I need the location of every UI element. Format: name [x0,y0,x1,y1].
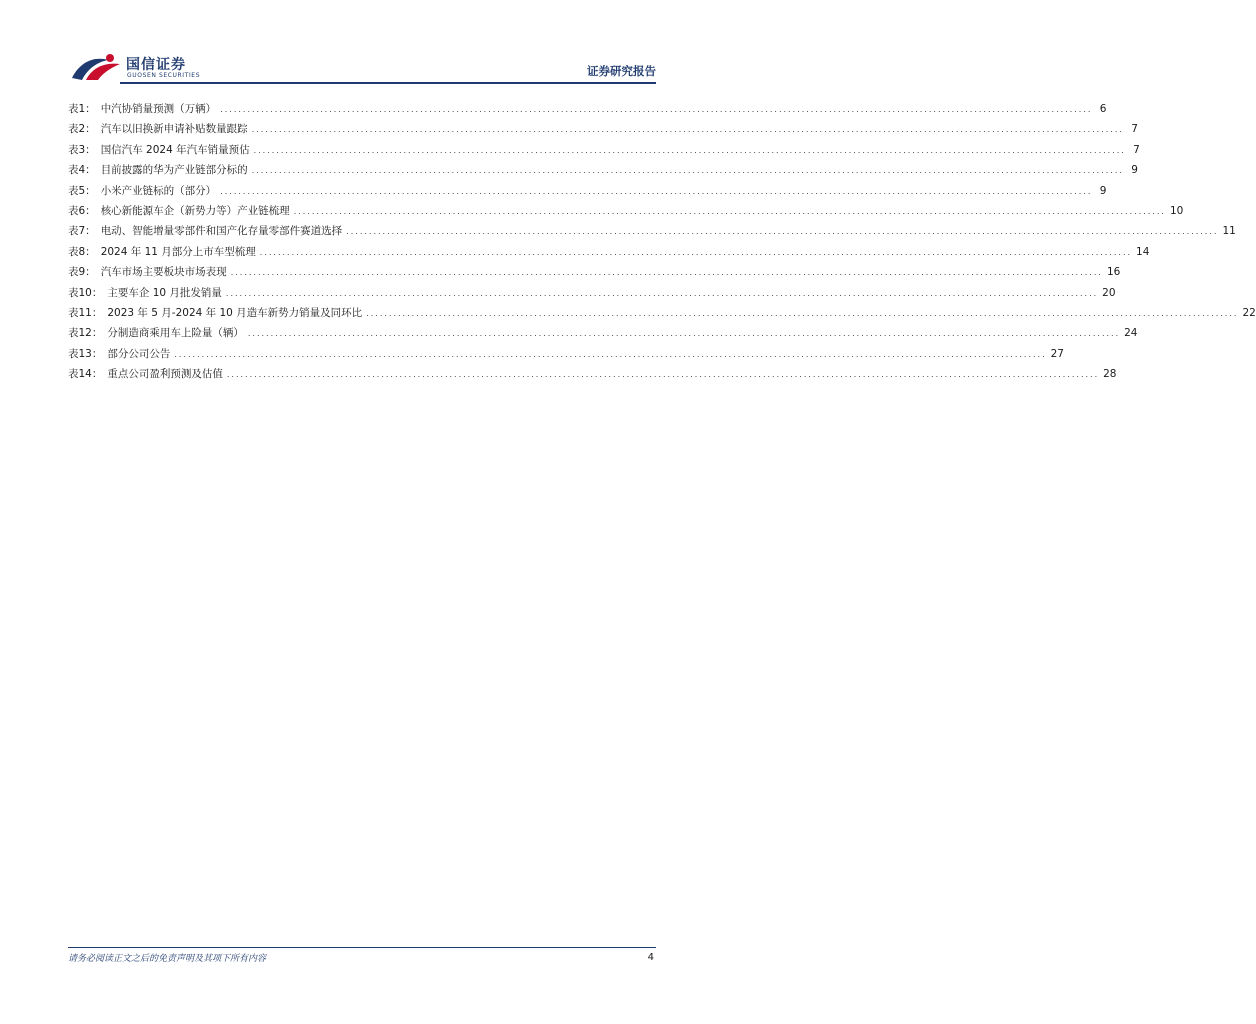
toc-entry-label: 表4： [68,164,96,177]
toc-entry[interactable] [68,244,1150,264]
toc-entry-page: 14 [1136,245,1150,258]
toc-entry-title: 汽车以旧换新申请补贴数量跟踪 [100,123,248,136]
toc-entry-page: 9 [1131,164,1138,177]
toc-entry-page: 24 [1124,327,1138,340]
toc-entry-label: 表14： [68,368,103,381]
guosen-logo-mark-icon [70,52,122,82]
toc-entry-page: 20 [1102,286,1116,299]
toc-entry-label: 表6： [68,204,96,217]
toc-entry-title: 重点公司盈利预测及估值 [107,368,223,381]
toc-entry[interactable] [68,203,1184,223]
toc-leader-dots: ................................................................................................................................................................................................ [251,166,1124,176]
toc-entry-label: 表11： [68,306,103,319]
toc-entry-title: 国信汽车 2024 年汽车销量预估 [100,143,250,156]
logo-text-en: GUOSEN SECURITIES [127,72,201,79]
toc-entry[interactable] [68,121,1138,141]
logo-text-cn: 国信证券 [126,57,186,73]
toc-entry[interactable] [68,101,1107,121]
toc-leader-dots: ................................................................................................................................................................................................ [225,288,1099,298]
disclaimer-note: 请务必阅读正文之后的免责声明及其项下所有内容 [68,954,267,964]
toc-entry-page: 7 [1133,143,1140,156]
toc-entry-title: 中汽协销量预测（万辆） [100,103,217,115]
toc-entry[interactable] [68,142,1140,162]
toc-entry[interactable] [68,346,1064,366]
toc-leader-dots: ................................................................................................................................................................................................ [220,105,1093,114]
toc-entry-title: 目前披露的华为产业链部分标的 [100,164,248,177]
toc-entry-label: 表2： [68,123,96,136]
toc-entry-title: 小米产业链标的（部分） [100,184,217,197]
toc-entry-page: 27 [1050,347,1064,360]
toc-entry[interactable] [68,223,1236,243]
toc-leader-dots: ................................................................................................................................................................................................ [293,206,1166,216]
page-header [0,0,724,90]
toc-leader-dots: ................................................................................................................................................................................................ [251,125,1124,135]
toc-leader-dots: ................................................................................................................................................................................................ [253,145,1126,155]
toc-entry-label: 表13： [68,347,103,360]
toc-entry-page: 7 [1131,123,1138,136]
toc-entry-title: 分制造商乘用车上险量（辆） [107,327,244,340]
toc-entry-page: 28 [1103,368,1117,381]
toc-entry-page: 6 [1099,103,1107,115]
toc-entry[interactable] [68,366,1117,386]
toc-leader-dots: ................................................................................................................................................................................................ [247,329,1121,339]
toc-entry-label: 表8： [68,245,96,258]
toc-entry-title: 2023 年 5 月-2024 年 10 月造车新势力销量及同环比 [107,306,363,319]
toc-entry-label: 表5： [68,184,96,197]
toc-entry[interactable] [68,285,1116,305]
page-number: 4 [647,952,654,963]
toc-entry-page: 10 [1169,204,1184,217]
toc-entry-label: 表7： [68,225,96,238]
toc-entry-label: 表1： [68,103,96,115]
toc-leader-dots: ................................................................................................................................................................................................ [174,349,1047,359]
toc-leader-dots: ................................................................................................................................................................................................ [366,308,1239,318]
toc-entry-title: 电动、智能增量零部件和国产化存量零部件赛道选择 [100,225,343,238]
toc-entry[interactable] [68,325,1138,345]
toc-entry-page: 16 [1106,266,1121,279]
toc-entry-label: 表12： [68,327,103,340]
toc-entry-title: 2024 年 11 月部分上市车型梳理 [100,245,256,258]
toc-entry-page: 9 [1099,184,1107,197]
toc-entry[interactable] [68,264,1121,284]
toc-entry-title: 部分公司公告 [107,347,171,360]
toc-leader-dots: ................................................................................................................................................................................................ [226,370,1100,380]
toc-entry-title: 主要车企 10 月批发销量 [107,286,222,299]
report-type-label: 证券研究报告 [587,64,656,78]
toc-entry-page: 22 [1242,306,1256,319]
header-divider [120,82,656,84]
table-of-tables [68,101,1256,386]
toc-leader-dots: ................................................................................................................................................................................................ [220,186,1093,196]
toc-leader-dots: ................................................................................................................................................................................................ [346,227,1219,237]
toc-entry[interactable] [68,162,1138,182]
toc-leader-dots: ................................................................................................................................................................................................ [259,247,1133,257]
toc-entry-title: 核心新能源车企（新势力等）产业链梳理 [100,204,290,217]
toc-entry[interactable] [68,305,1256,325]
toc-leader-dots: ................................................................................................................................................................................................ [230,268,1103,278]
toc-entry-title: 汽车市场主要板块市场表现 [100,266,227,279]
toc-entry-label: 表9： [68,266,96,279]
toc-entry-label: 表3： [68,143,96,156]
toc-entry-label: 表10： [68,286,103,299]
toc-entry-page: 11 [1222,225,1236,238]
toc-entry[interactable] [68,183,1107,203]
footer-divider [68,947,656,948]
guosen-logo [70,52,220,86]
